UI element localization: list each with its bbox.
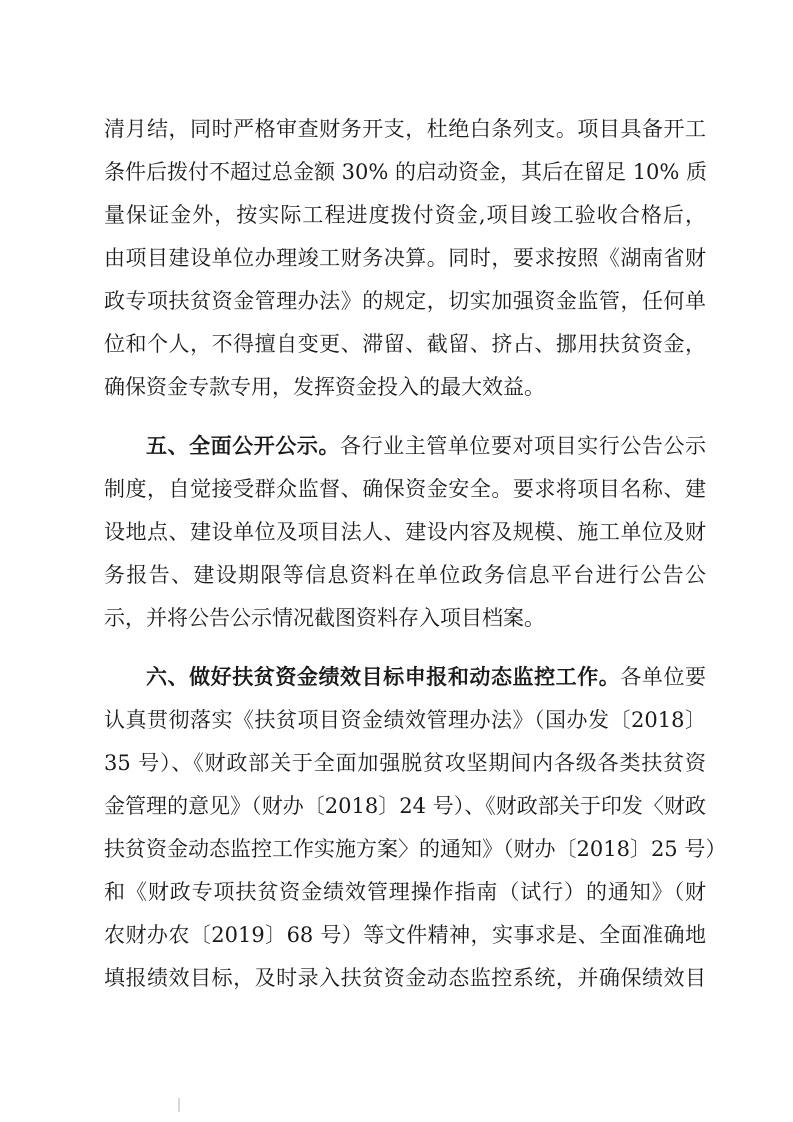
text-line: 金管理的意见》（财办〔2018〕24 号）、《财政部关于印发〈财政 [104,794,706,818]
text-line: 确保资金专款专用，发挥资金投入的最大效益。 [104,375,545,399]
text-line: 位和个人，不得擅自变更、滞留、截留、挤占、挪用扶贫资金， [104,332,706,356]
text-line: 政专项扶贫资金管理办法》的规定，切实加强资金监管，任何单 [104,289,706,313]
document-body [104,108,727,1000]
text-line: 农财办农〔2019〕68 号）等文件精神，实事求是、全面准确地 [104,923,706,947]
text-line-first [104,425,706,468]
scan-artifact [178,1098,180,1112]
text-line-first [104,656,706,699]
text-line: 示，并将公告公示情况截图资料存入项目档案。 [104,606,545,630]
text-line: 量保证金外，按实际工程进度拨付资金,项目竣工验收合格后， [104,203,706,227]
text-line: 务报告、建设期限等信息资料在单位政务信息平台进行公告公 [104,563,706,587]
text-line: 清月结，同时严格审查财务开支，杜绝白条列支。项目具备开工 [104,117,706,141]
paragraph-performance-monitoring [104,656,727,1000]
text-line: 填报绩效目标，及时录入扶贫资金动态监控系统，并确保绩效目 [104,966,706,990]
paragraph-gap [104,640,706,656]
text-line: 35 号）、《财政部关于全面加强脱贫攻坚期间内各级各类扶贫资 [104,751,706,775]
paragraph-public-disclosure [104,425,706,640]
text-line: 设地点、建设单位及项目法人、建设内容及规模、施工单位及财 [104,520,706,544]
text-segment: 各单位要 [620,665,707,689]
paragraph-funds-management [104,108,706,409]
paragraph-gap [104,409,706,425]
text-line: 条件后拨付不超过总金额 30% 的启动资金，其后在留足 10% 质 [104,160,708,184]
text-segment: 各行业主管单位要对项目实行公告公示 [340,434,707,458]
section-heading: 六、做好扶贫资金绩效目标申报和动态监控工作。 [146,665,621,689]
section-heading: 五、全面公开公示。 [146,434,341,458]
text-line: 认真贯彻落实《扶贫项目资金绩效管理办法》（国办发〔2018〕 [104,708,706,732]
text-line: 扶贫资金动态监控工作实施方案〉的通知》（财办〔2018〕25 号） [104,837,727,861]
text-line: 由项目建设单位办理竣工财务决算。同时，要求按照《湖南省财 [104,246,706,270]
text-line: 和《财政专项扶贫资金绩效管理操作指南（试行）的通知》（财 [104,880,706,904]
text-line: 制度，自觉接受群众监督、确保资金安全。要求将项目名称、建 [104,477,706,501]
